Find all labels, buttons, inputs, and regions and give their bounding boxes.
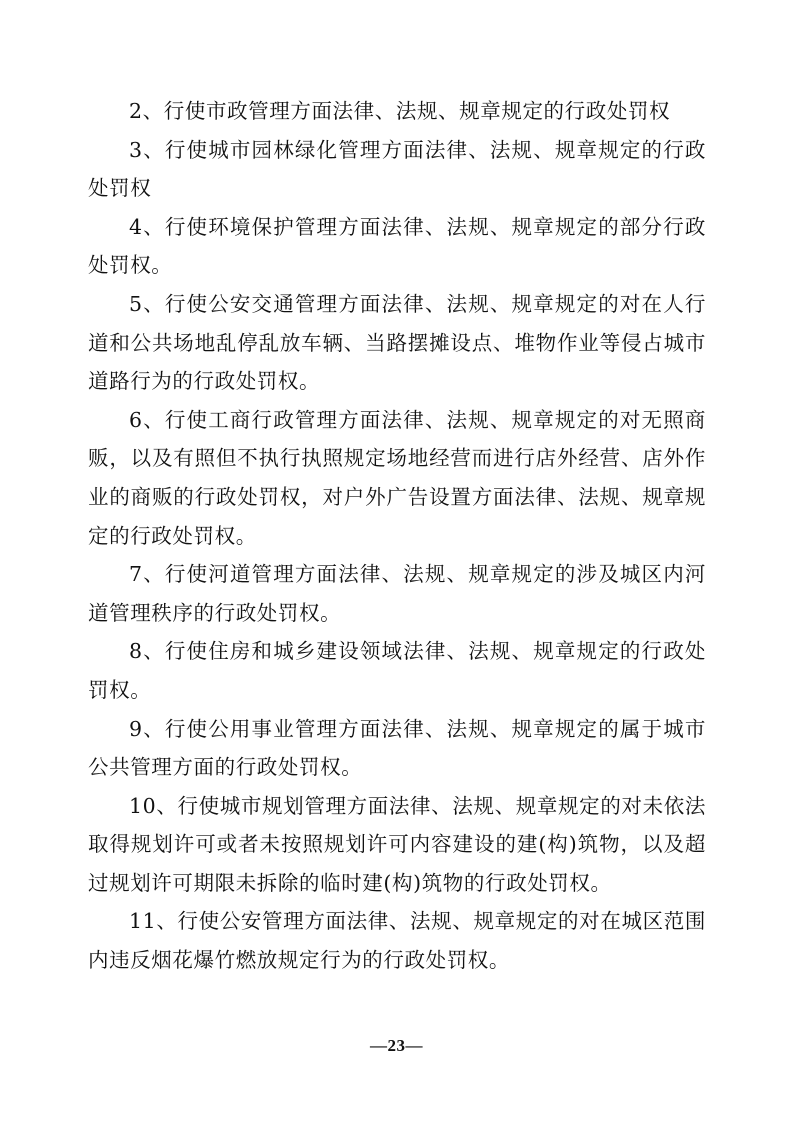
paragraph-item-6: 6、行使工商行政管理方面法律、法规、规章规定的对无照商贩，以及有照但不执行执照规定场地经营而进行店外经营、店外作业的商贩的行政处罚权，对户外广告设置方面法律、法规、规章规定的行政处罚权。 (88, 407, 706, 548)
paragraph-item-2: 2、行使市政管理方面法律、法规、规章规定的行政处罚权 (129, 99, 671, 123)
paragraph-item-8: 8、行使住房和城乡建设领域法律、法规、规章规定的行政处罚权。 (88, 639, 706, 702)
paragraph-item-5: 5、行使公安交通管理方面法律、法规、规章规定的对在人行道和公共场地乱停乱放车辆、当路摆摊设点、堆物作业等侵占城市道路行为的行政处罚权。 (88, 291, 706, 394)
paragraph-item-3: 3、行使城市园林绿化管理方面法律、法规、规章规定的行政处罚权 (88, 137, 706, 201)
paragraph-item-4: 4、行使环境保护管理方面法律、法规、规章规定的部分行政处罚权。 (88, 214, 706, 278)
paragraph-item-7: 7、行使河道管理方面法律、法规、规章规定的涉及城区内河道管理秩序的行政处罚权。 (88, 562, 706, 625)
document-body (88, 92, 706, 980)
paragraph-item-11: 11、行使公安管理方面法律、法规、规章规定的对在城区范围内违反烟花爆竹燃放规定行为的行政处罚权。 (88, 909, 706, 973)
paragraph-item-10: 10、行使城市规划管理方面法律、法规、规章规定的对未依法取得规划许可或者未按照规划许可内容建设的建(构)筑物，以及超过规划许可期限未拆除的临时建(构)筑物的行政处罚权。 (88, 793, 706, 895)
page-number: —23— (370, 1036, 423, 1055)
paragraph-item-9: 9、行使公用事业管理方面法律、法规、规章规定的属于城市公共管理方面的行政处罚权。 (88, 716, 706, 780)
